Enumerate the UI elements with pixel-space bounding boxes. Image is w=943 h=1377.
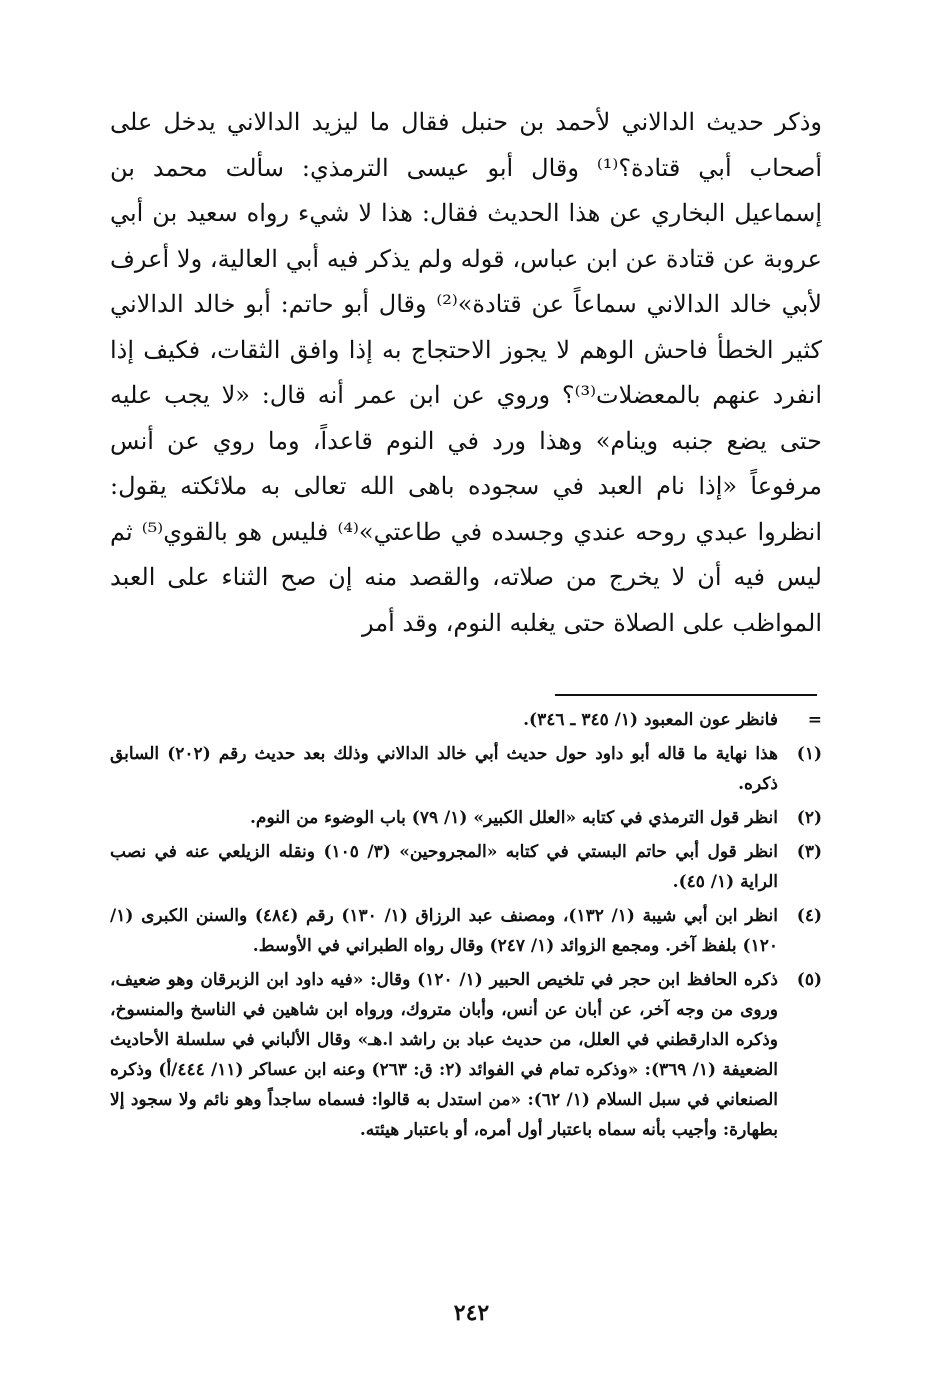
footnote-5: [110, 965, 822, 1145]
footnote-1: [110, 739, 822, 799]
footnotes-section: [110, 705, 822, 1149]
footnote-number: (٢): [796, 808, 822, 828]
footnote-text: انظر قول أبي حاتم البستي في كتابه «المجروحين» (٣/ ١٠٥) ونقله الزيلعي عنه في نصب الراية (١/ ٤٥).: [110, 842, 778, 892]
footnote-2: [110, 803, 822, 833]
footnote-text: ذكره الحافظ ابن حجر في تلخيص الحبير (١/ ١٢٠) وقال: «فيه داود ابن الزبرقان وهو ضعيف، وروى من وجه آخر، عن أبان عن أنس، وأبان متروك، ورواه ابن شاهين في الناسخ والمنسوخ، وذكره الدارقطني في العلل، من حديث عباد بن راشد ا.هـ» وقال الألباني في سلسلة الأحاديث الضعيفة (١/ ٣٦٩): «وذكره تمام في الفوائد (٢: ق: ٢٦٣) وعنه ابن عساكر (١١/ ٤٤٤/أ) وذكره الصنعاني في سبل السلام (١/ ٦٢): «من استدل به قالوا: فسماه ساجداً وهو نائم ولا سجود إلا بطهارة: وأجيب بأنه سماه باعتبار أول أمره، أو باعتبار هيئته.: [110, 970, 779, 1140]
footnote-4: [110, 901, 822, 961]
footnote-3: [110, 837, 822, 897]
footnote-number: (٥): [796, 970, 822, 990]
footnote-text: انظر ابن أبي شيبة (١/ ١٣٢)، ومصنف عبد الرزاق (١/ ١٣٠) رقم (٤٨٤) والسنن الكبرى (١/ ١٢٠) بلفظ آخر. ومجمع الزوائد (١/ ٢٤٧) وقال رواه الطبراني في الأوسط.: [110, 906, 778, 956]
footnote-divider: [555, 694, 817, 696]
footnote-number: (٤): [796, 906, 822, 926]
page-number: ٢٤٢: [453, 1300, 490, 1326]
footnote-continuation: [110, 705, 822, 735]
footnote-text: فانظر عون المعبود (١/ ٣٤٥ ـ ٣٤٦).: [523, 710, 778, 730]
main-text-block: [110, 100, 822, 646]
body-paragraph: وذكر حديث الدالاني لأحمد بن حنبل فقال ما ليزيد الدالاني يدخل على أصحاب أبي قتادة؟⁽¹⁾ وقال أبو عيسى الترمذي: سألت محمد بن إسماعيل البخاري عن هذا الحديث فقال: هذا لا شيء رواه سعيد بن أبي عروبة عن قتادة عن ابن عباس، قوله ولم يذكر فيه أبي العالية، ولا أعرف لأبي خالد الدالاني سماعاً عن قتادة»⁽²⁾ وقال أبو حاتم: أبو خالد الدالاني كثير الخطأ فاحش الوهم لا يجوز الاحتجاج به إذا وافق الثقات، فكيف إذا انفرد عنهم بالمعضلات⁽³⁾؟ وروي عن ابن عمر أنه قال: «لا يجب عليه حتى يضع جنبه وينام» وهذا ورد في النوم قاعداً، وما روي عن أنس مرفوعاً «إذا نام العبد في سجوده باهى الله تعالى به ملائكته يقول: انظروا عبدي روحه عندي وجسده في طاعتي»⁽⁴⁾ فليس هو بالقوي⁽⁵⁾ ثم ليس فيه أن لا يخرج من صلاته، والقصد منه إن صح الثناء على العبد المواظب على الصلاة حتى يغلبه النوم، وقد أمر: [110, 108, 823, 637]
footnote-number: (١): [796, 744, 822, 764]
footnote-marker: =: [807, 710, 822, 730]
footnote-text: انظر قول الترمذي في كتابه «العلل الكبير» (١/ ٧٩) باب الوضوء من النوم.: [250, 808, 778, 828]
footnote-text: هذا نهاية ما قاله أبو داود حول حديث أبي خالد الدالاني وذلك بعد حديث رقم (٢٠٢) السابق ذكره.: [110, 744, 778, 794]
footnote-number: (٣): [796, 842, 822, 862]
body-paragraph-container: [110, 100, 822, 646]
